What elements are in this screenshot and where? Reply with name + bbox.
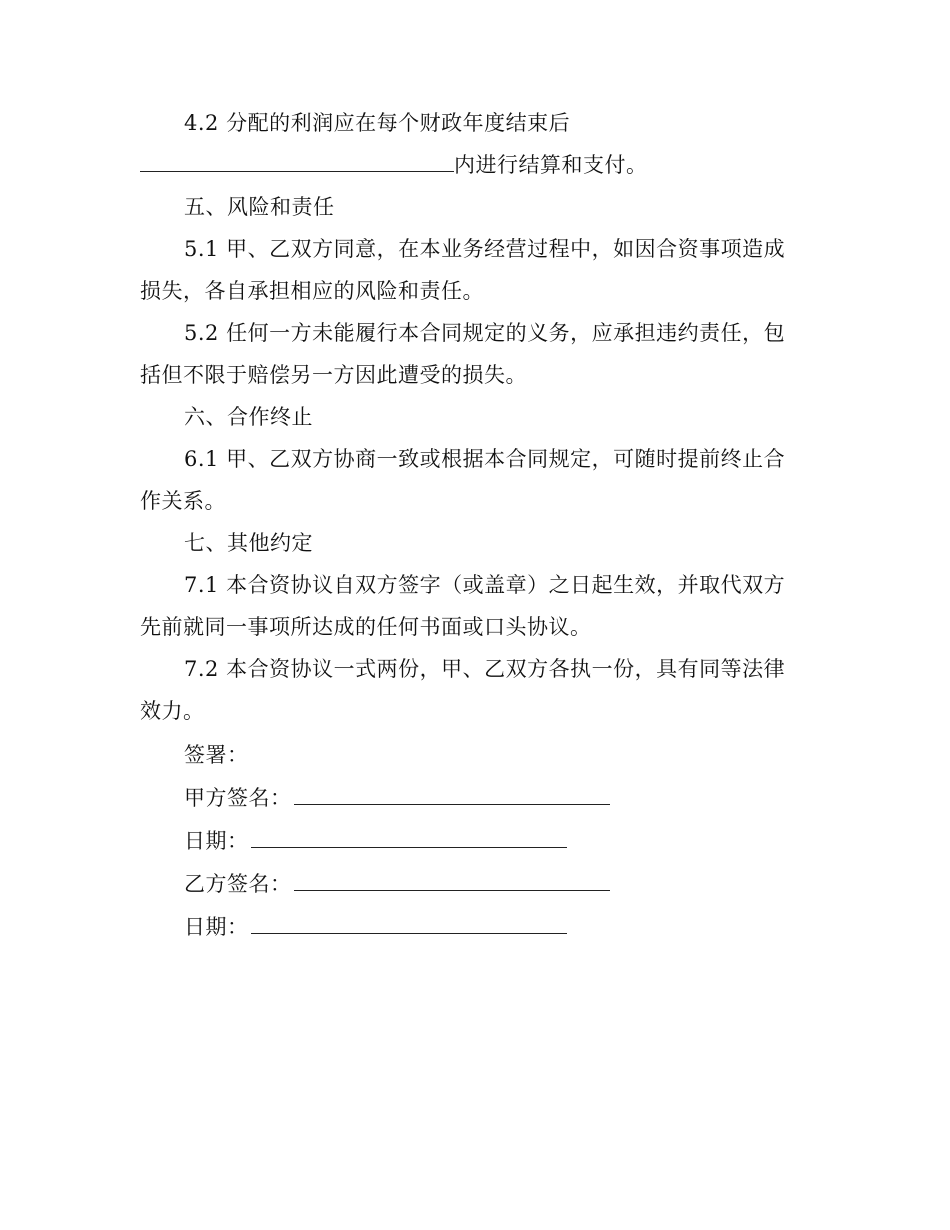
party-b-date-line [251,913,567,934]
clause-5-1-line-2: 损失，各自承担相应的风险和责任。 [140,279,484,303]
clause-7-1-line-2: 先前就同一事项所达成的任何书面或口头协议。 [140,615,592,639]
clause-5-1-line-1: 5.1 甲、乙双方同意，在本业务经营过程中，如因合资事项造成 [184,237,786,261]
clause-4-2-line-1: 4.2 分配的利润应在每个财政年度结束后 [184,111,571,135]
section-7-heading: 七、其他约定 [184,531,313,555]
clause-7-2-line-1: 7.2 本合资协议一式两份，甲、乙双方各执一份，具有同等法律 [184,657,786,681]
party-b-signature-label: 乙方签名： [184,872,292,896]
clause-4-2-line-2 [140,150,648,180]
party-a-signature-label: 甲方签名： [184,786,292,810]
section-6-heading: 六、合作终止 [184,405,313,429]
party-b-signature-line [294,870,610,891]
party-b-signature-row [184,869,610,899]
party-a-signature-line [294,784,610,805]
party-a-signature-row [184,783,610,813]
blank-settlement-period [140,151,454,172]
party-b-date-row [184,912,567,942]
party-a-date-row [184,826,567,856]
clause-5-2-line-2: 括但不限于赔偿另一方因此遭受的损失。 [140,363,527,387]
clause-6-1-line-2: 作关系。 [140,489,226,513]
party-a-date-label: 日期： [184,829,249,853]
party-a-date-line [251,827,567,848]
signature-heading: 签署： [184,743,249,767]
section-5-heading: 五、风险和责任 [184,195,335,219]
party-b-date-label: 日期： [184,915,249,939]
clause-4-2-line-2-text: 内进行结算和支付。 [454,153,648,177]
clause-6-1-line-1: 6.1 甲、乙双方协商一致或根据本合同规定，可随时提前终止合 [184,447,786,471]
clause-7-2-line-2: 效力。 [140,699,205,723]
clause-7-1-line-1: 7.1 本合资协议自双方签字（或盖章）之日起生效，并取代双方 [184,573,786,597]
clause-5-2-line-1: 5.2 任何一方未能履行本合同规定的义务，应承担违约责任，包 [184,321,786,345]
